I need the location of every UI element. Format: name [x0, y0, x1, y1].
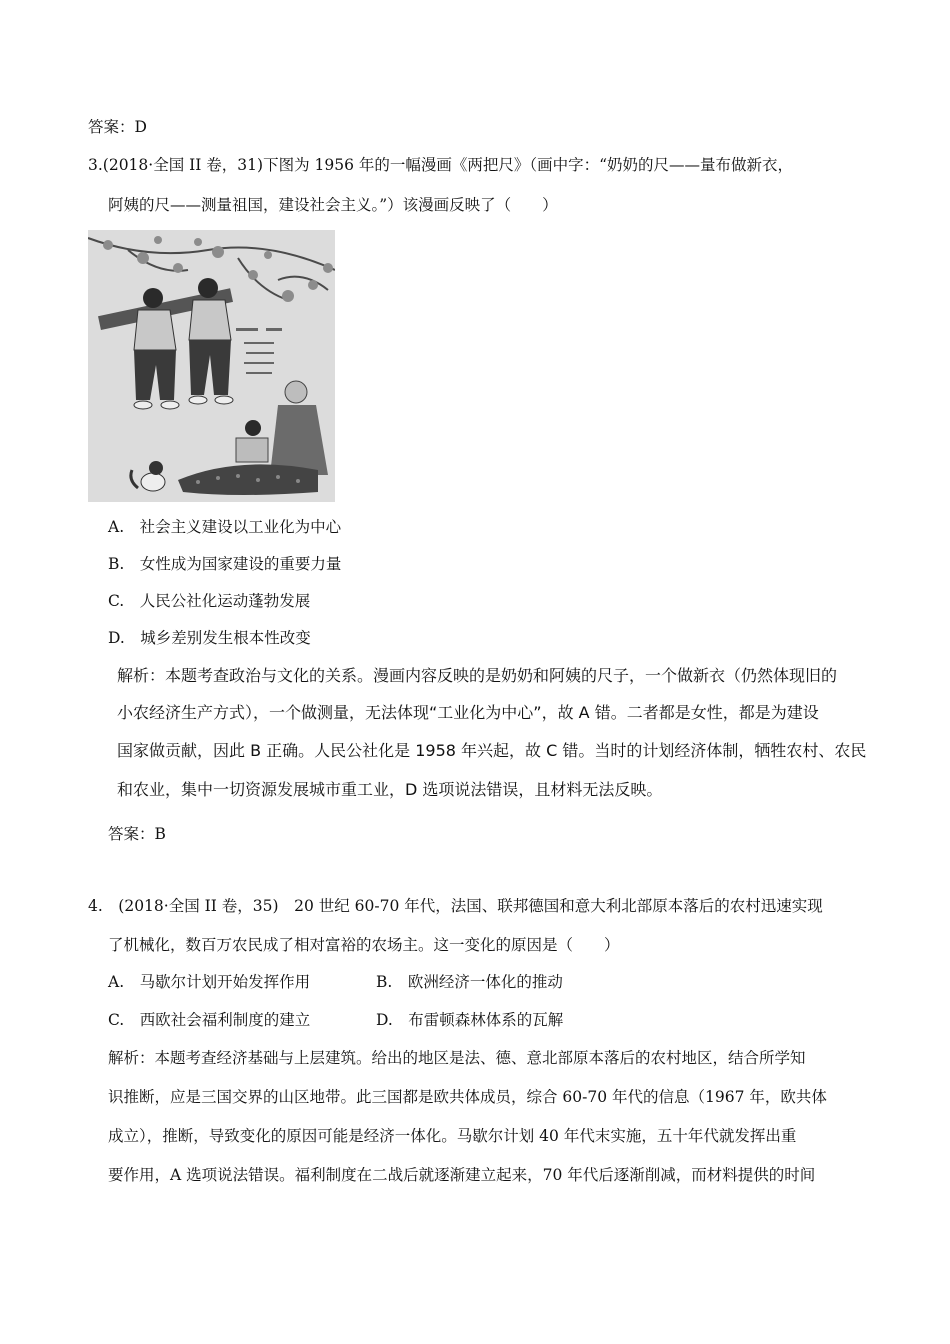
question-4-analysis-line-4: 要作用，A 选项说法错误。福利制度在二战后就逐渐建立起来，70 年代后逐渐削减，而材料提供的时间 [108, 1166, 816, 1184]
question-3-option-b: B. 女性成为国家建设的重要力量 [108, 555, 342, 573]
question-4-option-c: C. 西欧社会福利制度的建立 [108, 1011, 311, 1029]
question-4-stem-line-2: 了机械化，数百万农民成了相对富裕的农场主。这一变化的原因是（ ） [108, 936, 620, 954]
question-4-analysis-line-3: 成立），推断，导致变化的原因可能是经济一体化。马歇尔计划 40 年代末实施，五十年代就发挥出重 [108, 1127, 797, 1145]
question-3-option-d: D. 城乡差别发生根本性改变 [108, 629, 311, 647]
question-3-analysis-line-1: 解析：本题考查政治与文化的关系。漫画内容反映的是奶奶和阿姨的尺子，一个做新衣（仍然体现旧的 [117, 666, 838, 685]
question-3-analysis-line-3: 国家做贡献，因此 B 正确。人民公社化是 1958 年兴起，故 C 错。当时的计划经济体制，牺牲农村、农民 [117, 741, 867, 760]
previous-answer: 答案：D [88, 118, 147, 136]
question-4-option-d: D. 布雷顿森林体系的瓦解 [376, 1011, 564, 1029]
question-3-analysis-line-2: 小农经济生产方式），一个做测量，无法体现“工业化为中心”，故 A 错。二者都是女性，都是为建设 [117, 703, 819, 722]
question-4-stem-line-1: 4. (2018·全国 II 卷，35) 20 世纪 60-70 年代，法国、联邦德国和意大利北部原本落后的农村迅速实现 [88, 897, 823, 915]
question-4-analysis-line-2: 识推断，应是三国交界的山区地带。此三国都是欧共体成员，综合 60-70 年代的信息（1967 年，欧共体 [108, 1088, 827, 1106]
question-3-answer: 答案：B [108, 825, 166, 843]
question-4-analysis-line-1: 解析：本题考查经济基础与上层建筑。给出的地区是法、德、意北部原本落后的农村地区，结合所学知 [108, 1049, 806, 1067]
question-3-analysis-line-4: 和农业，集中一切资源发展城市重工业，D 选项说法错误，且材料无法反映。 [117, 780, 663, 799]
question-4-option-b: B. 欧洲经济一体化的推动 [376, 973, 563, 991]
question-3-stem-line-2: 阿姨的尺——测量祖国，建设社会主义。”）该漫画反映了（ ） [108, 196, 558, 214]
question-4-option-a: A. 马歇尔计划开始发挥作用 [108, 973, 311, 991]
question-3-option-c: C. 人民公社化运动蓬勃发展 [108, 592, 311, 610]
question-3-stem-line-1: 3.(2018·全国 II 卷，31)下图为 1956 年的一幅漫画《两把尺》（画中字：“奶奶的尺——量布做新衣， [88, 156, 794, 174]
question-3-option-a: A. 社会主义建设以工业化为中心 [108, 518, 342, 536]
two-rulers-cartoon-image [88, 230, 335, 502]
